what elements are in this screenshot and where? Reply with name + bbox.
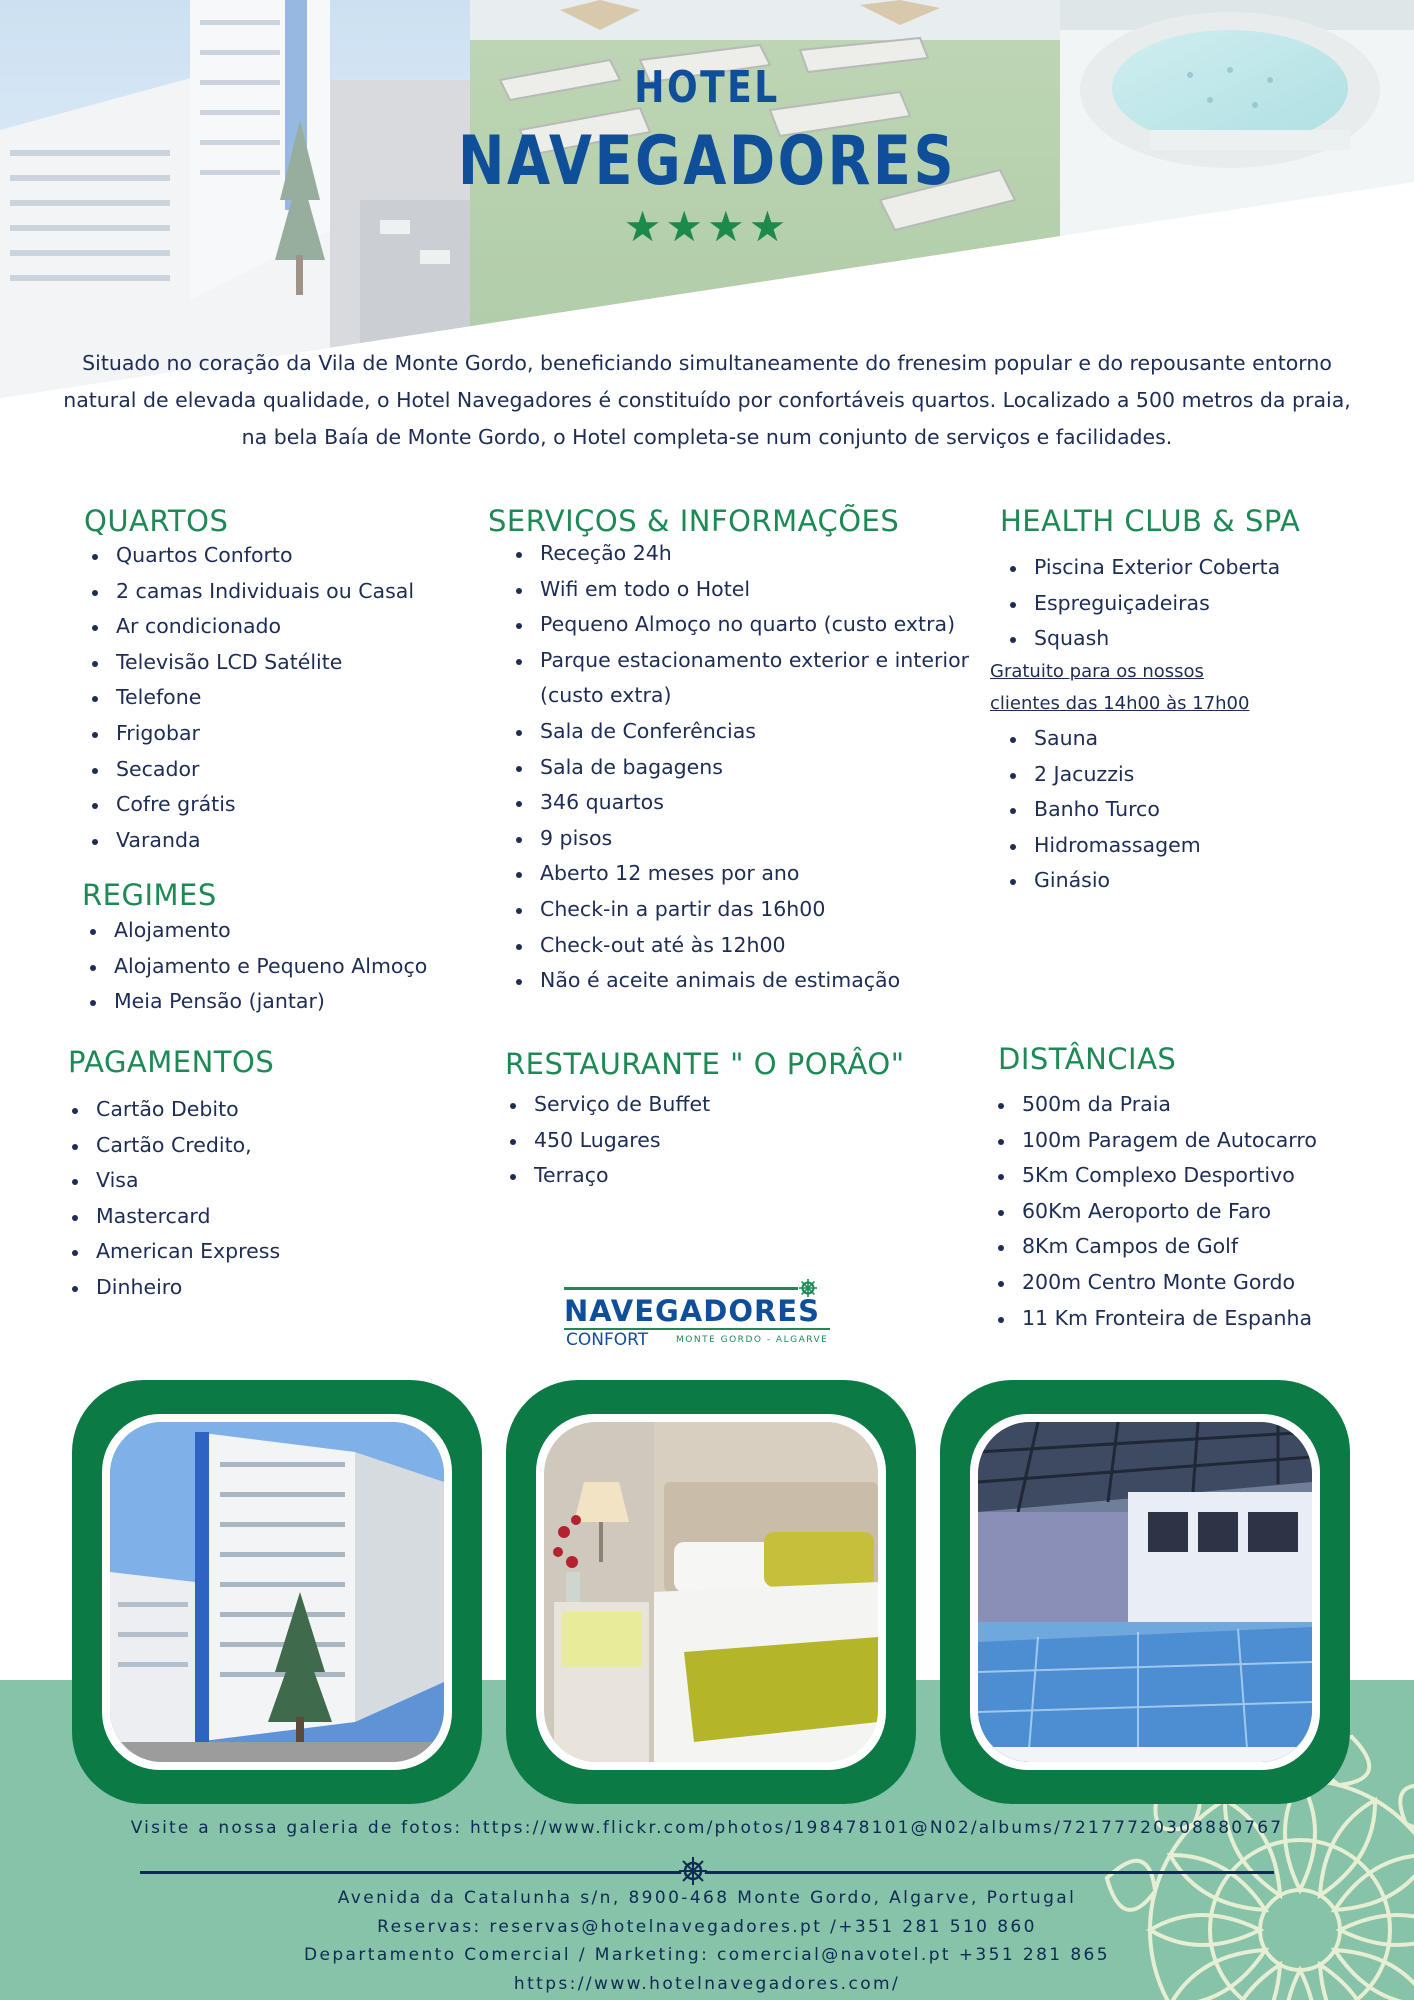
photo-frame bbox=[102, 1414, 452, 1770]
logo-wordmark: NAVEGADORES bbox=[564, 1294, 820, 1328]
health-note bbox=[990, 656, 1249, 720]
list-item: Aberto 12 meses por ano bbox=[508, 856, 969, 892]
list-item: 2 Jacuzzis bbox=[1002, 757, 1201, 793]
list-item: Frigobar bbox=[84, 716, 414, 752]
ship-wheel-icon bbox=[678, 1856, 708, 1886]
list-item: 5Km Complexo Desportivo bbox=[990, 1158, 1317, 1194]
indoor-pool-photo bbox=[978, 1422, 1312, 1762]
list-item: 450 Lugares bbox=[502, 1123, 710, 1159]
regimes-title: REGIMES bbox=[82, 878, 217, 912]
list-item: 500m da Praia bbox=[990, 1087, 1317, 1123]
list-item: Cartão Debito bbox=[64, 1092, 280, 1128]
health-list-b bbox=[1002, 721, 1201, 899]
intro-paragraph: Situado no coração da Vila de Monte Gordo, beneficiando simultaneamente do frenesim popular e do repousante entorno natural de elevada qualidade, o Hotel Navegadores é constituído por confortáveis quartos. Localizado a 500 metros da praia, na bela Baía de Monte Gordo, o Hotel completa-se num conjunto de serviços e facilidades. bbox=[63, 351, 1351, 449]
list-item: Piscina Exterior Coberta bbox=[1002, 550, 1280, 586]
list-item: Squash bbox=[1002, 621, 1280, 657]
list-item: Hidromassagem bbox=[1002, 828, 1201, 864]
footer-website[interactable]: https://www.hotelnavegadores.com/ bbox=[513, 1973, 901, 1994]
hero-title-hotel: HOTEL bbox=[634, 62, 780, 113]
list-item: Serviço de Buffet bbox=[502, 1087, 710, 1123]
gallery-link[interactable]: Visite a nossa galeria de fotos: https://www.flickr.com/photos/198478101@N02/albums/72177720308880767 bbox=[130, 1818, 1284, 1838]
footer-comercial[interactable]: Departamento Comercial / Marketing: comercial@navotel.pt +351 281 865 bbox=[304, 1945, 1110, 1965]
list-item: Cofre grátis bbox=[84, 787, 414, 823]
brand-logo bbox=[560, 1280, 840, 1350]
hero-stars: ★★★★ bbox=[623, 202, 791, 251]
list-item: 60Km Aeroporto de Faro bbox=[990, 1194, 1317, 1230]
pagamentos-list bbox=[64, 1092, 280, 1306]
list-item: Receção 24h bbox=[508, 536, 969, 572]
photo-card-bedroom bbox=[506, 1380, 916, 1804]
health-list-a bbox=[1002, 550, 1280, 657]
hero-title-name: NAVEGADORES bbox=[457, 122, 957, 201]
list-item-continuation bbox=[508, 678, 969, 714]
pagamentos-title: PAGAMENTOS bbox=[68, 1045, 275, 1079]
restaurante-title: RESTAURANTE " O PORÂO" bbox=[505, 1047, 905, 1081]
list-item: Sala de Conferências bbox=[508, 714, 969, 750]
distancias-title: DISTÂNCIAS bbox=[998, 1042, 1177, 1076]
list-item: American Express bbox=[64, 1234, 280, 1270]
list-item: Alojamento bbox=[82, 913, 427, 949]
list-item: Check-out até às 12h00 bbox=[508, 928, 969, 964]
building-photo bbox=[110, 1422, 444, 1762]
list-item: Visa bbox=[64, 1163, 280, 1199]
list-item: Espreguiçadeiras bbox=[1002, 586, 1280, 622]
list-item: Check-in a partir das 16h00 bbox=[508, 892, 969, 928]
list-item: Banho Turco bbox=[1002, 792, 1201, 828]
list-item: 200m Centro Monte Gordo bbox=[990, 1265, 1317, 1301]
list-item: Telefone bbox=[84, 680, 414, 716]
regimes-list bbox=[82, 913, 427, 1020]
list-item: Dinheiro bbox=[64, 1270, 280, 1306]
list-item: Quartos Conforto bbox=[84, 538, 414, 574]
health-title: HEALTH CLUB & SPA bbox=[1000, 504, 1301, 538]
list-item: Meia Pensão (jantar) bbox=[82, 984, 427, 1020]
list-item: Sala de bagagens bbox=[508, 750, 969, 786]
photo-card-building bbox=[72, 1380, 482, 1804]
list-item: 2 camas Individuais ou Casal bbox=[84, 574, 414, 610]
list-item: Ar condicionado bbox=[84, 609, 414, 645]
list-item: Pequeno Almoço no quarto (custo extra) bbox=[508, 607, 969, 643]
health-note-line1: Gratuito para os nossos bbox=[990, 661, 1204, 682]
footer-reservas[interactable]: Reservas: reservas@hotelnavegadores.pt /+351 281 510 860 bbox=[377, 1916, 1037, 1937]
list-item: 11 Km Fronteira de Espanha bbox=[990, 1301, 1317, 1337]
quartos-title: QUARTOS bbox=[84, 504, 229, 538]
list-item: Secador bbox=[84, 752, 414, 788]
bedroom-photo bbox=[544, 1422, 878, 1762]
continuation-text: (custo extra) bbox=[540, 683, 672, 708]
list-item: Sauna bbox=[1002, 721, 1201, 757]
quartos-list bbox=[84, 538, 414, 858]
photo-frame bbox=[970, 1414, 1320, 1770]
list-item: Televisão LCD Satélite bbox=[84, 645, 414, 681]
list-item: Alojamento e Pequeno Almoço bbox=[82, 949, 427, 985]
list-item: 8Km Campos de Golf bbox=[990, 1229, 1317, 1265]
footer-contact bbox=[0, 1884, 1414, 1998]
list-item: Varanda bbox=[84, 823, 414, 859]
list-item: 100m Paragem de Autocarro bbox=[990, 1123, 1317, 1159]
servicos-list bbox=[508, 536, 969, 999]
footer-address: Avenida da Catalunha s/n, 8900-468 Monte Gordo, Algarve, Portugal bbox=[337, 1888, 1077, 1908]
logo-rule bbox=[564, 1287, 798, 1290]
logo-confort: CONFORT bbox=[566, 1330, 649, 1350]
logo-tagline: MONTE GORDO - ALGARVE bbox=[676, 1335, 829, 1345]
list-item: Ginásio bbox=[1002, 863, 1201, 899]
photo-frame bbox=[536, 1414, 886, 1770]
health-note-line2: clientes das 14h00 às 17h00 bbox=[990, 693, 1250, 714]
hero-banner bbox=[0, 0, 1414, 400]
restaurante-list bbox=[502, 1087, 710, 1194]
list-item: 9 pisos bbox=[508, 821, 969, 857]
photo-card-pool bbox=[940, 1380, 1350, 1804]
list-item: Mastercard bbox=[64, 1199, 280, 1235]
list-item: Terraço bbox=[502, 1158, 710, 1194]
distancias-list bbox=[990, 1087, 1317, 1336]
list-item: Não é aceite animais de estimação bbox=[508, 963, 969, 999]
servicos-title: SERVIÇOS & INFORMAÇÕES bbox=[488, 504, 900, 538]
list-item: 346 quartos bbox=[508, 785, 969, 821]
list-item: Parque estacionamento exterior e interior bbox=[508, 643, 969, 679]
list-item: Cartão Credito, bbox=[64, 1128, 280, 1164]
list-item: Wifi em todo o Hotel bbox=[508, 572, 969, 608]
